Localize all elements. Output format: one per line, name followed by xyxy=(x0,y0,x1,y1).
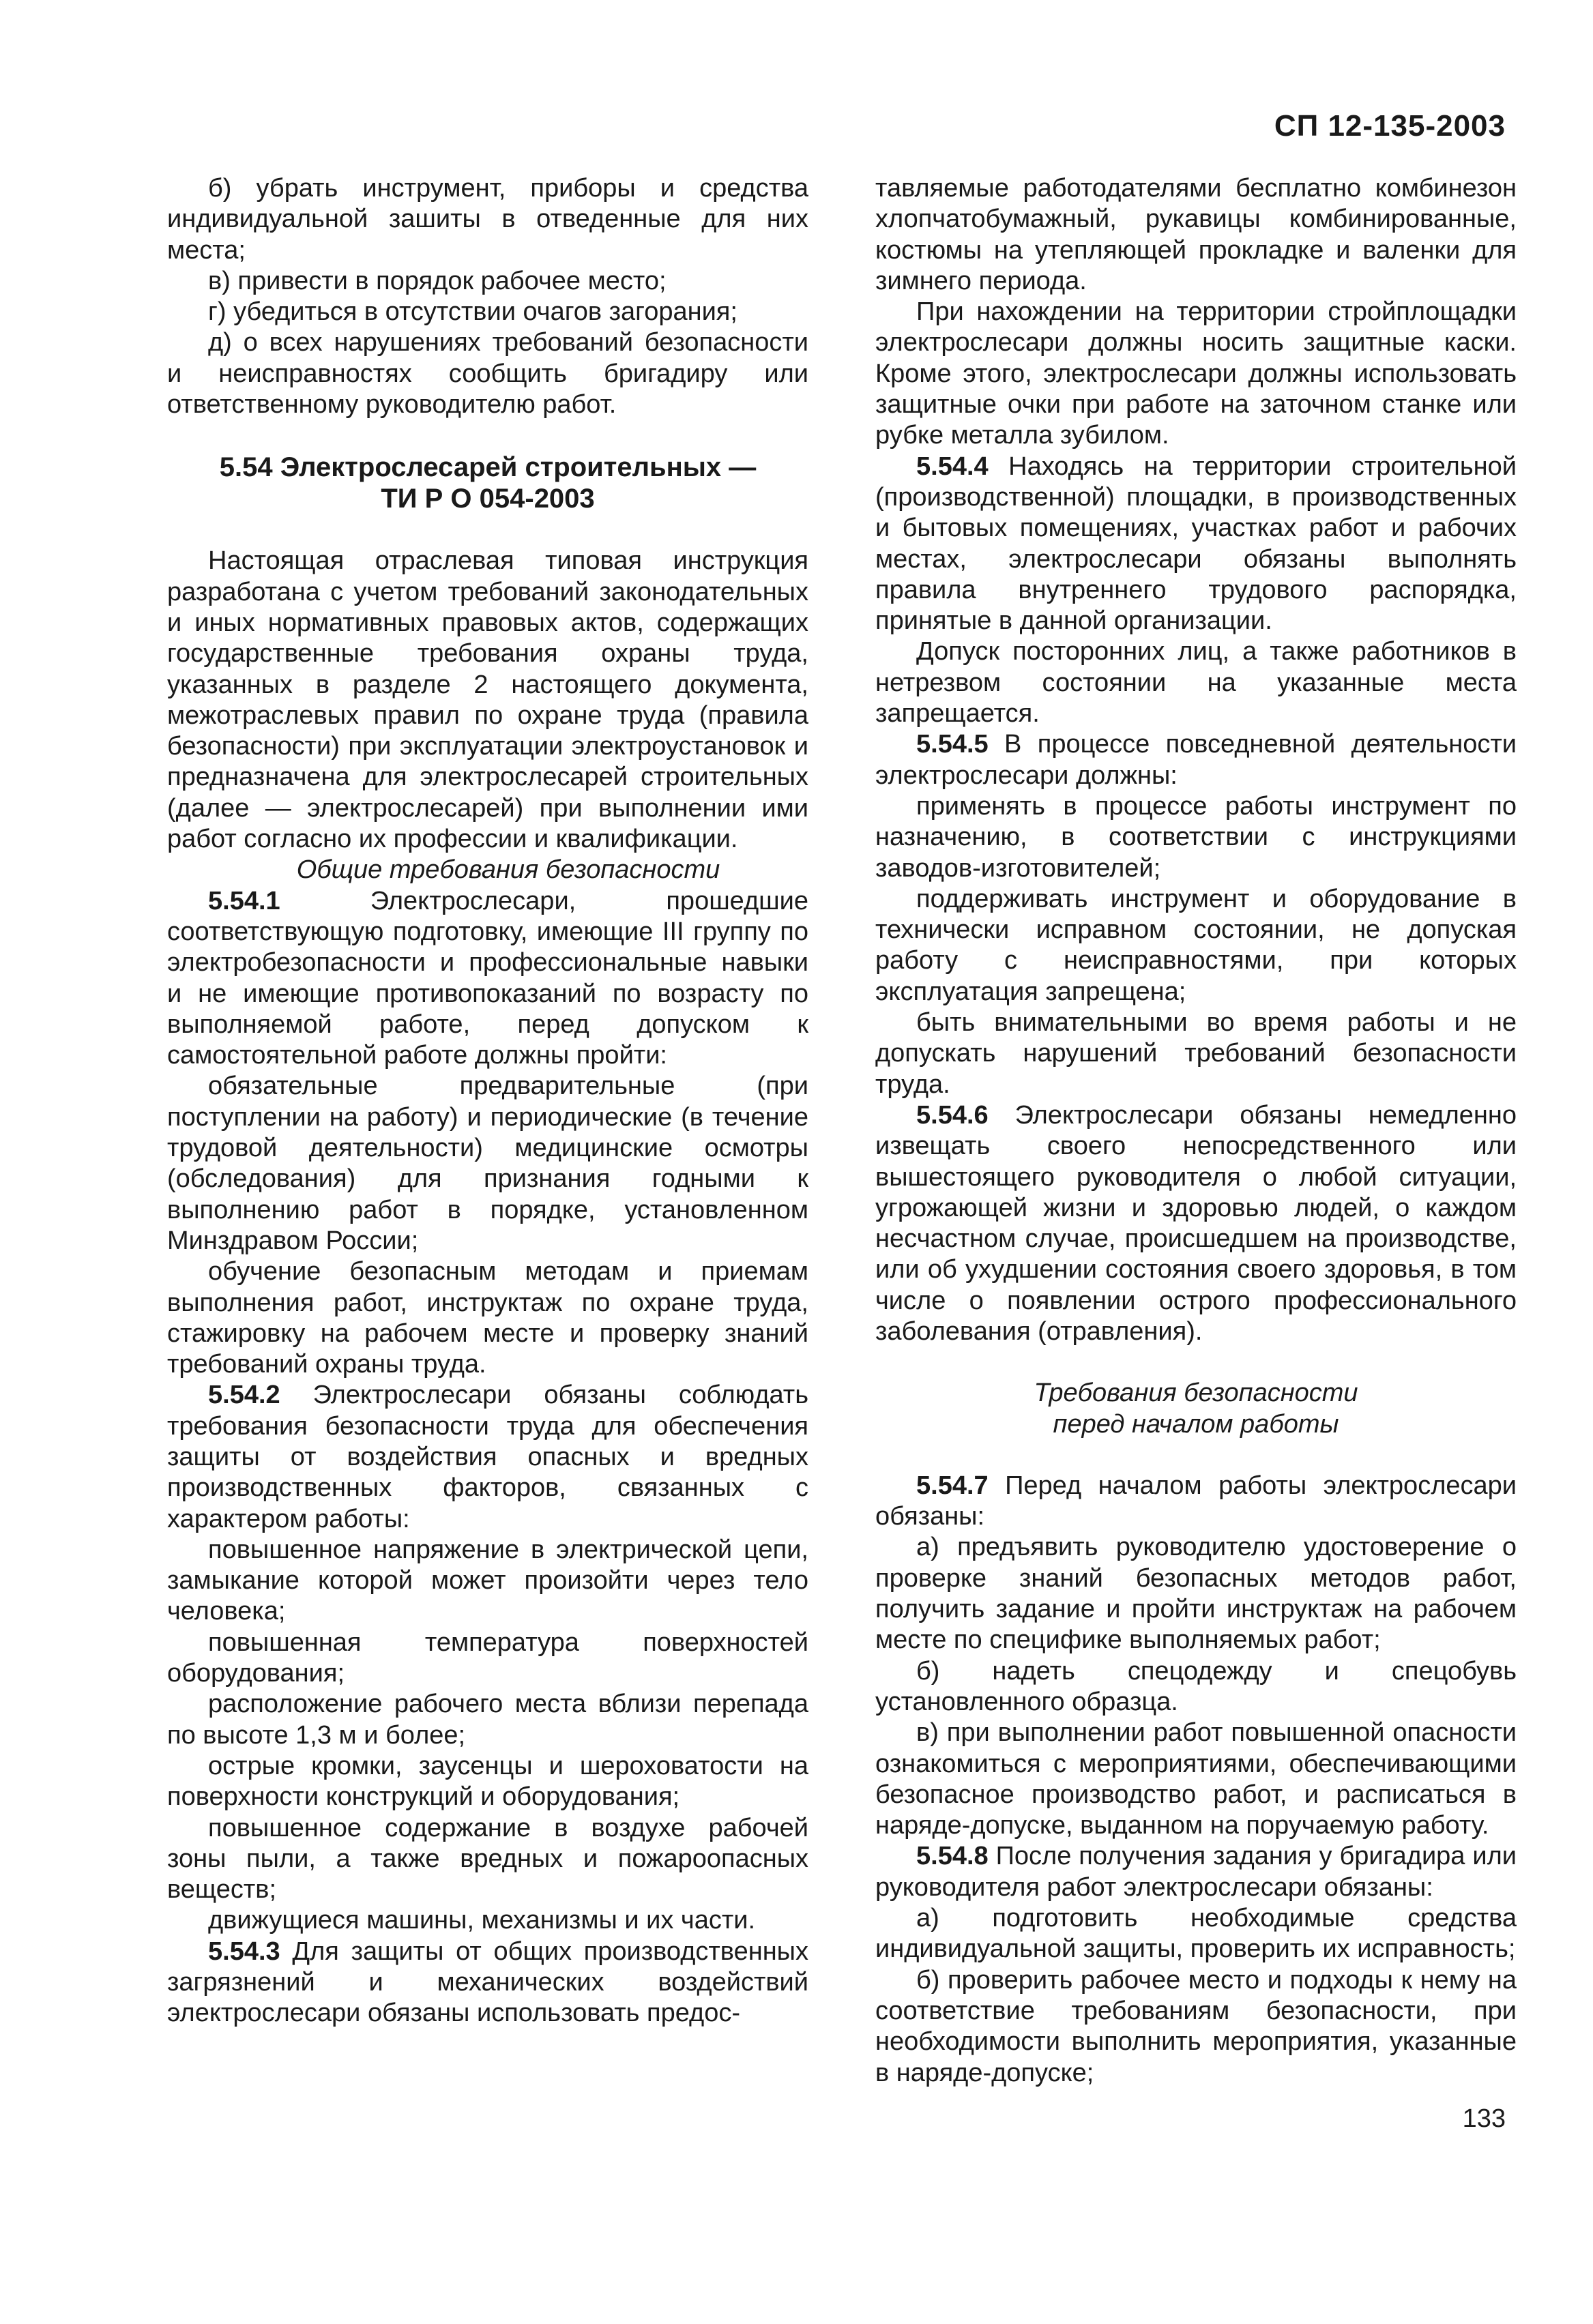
paragraph: в) привести в порядок рабочее место; xyxy=(208,266,667,295)
paragraph: поддерживать инструмент и оборудование в технически исправном состоянии, не допуская работу с неисправностями, при которых эксплуатация запрещена; xyxy=(875,884,1517,1006)
paragraph: повышенное содержание в воздухе рабочей зоны пыли, а также вредных и пожароопасных веществ; xyxy=(167,1813,808,1904)
clause-number: 5.54.3 xyxy=(208,1937,280,1966)
paragraph: острые кромки, заусенцы и шероховатости на поверхности конструкций и оборудования; xyxy=(167,1751,808,1812)
clause-number: 5.54.5 xyxy=(916,730,989,759)
section-title xyxy=(167,452,808,514)
paragraph: быть внимательными во время работы и не допускать нарушений требований безопасности труда. xyxy=(875,1008,1517,1099)
clause-text: Перед началом работы электрослесари обязаны: xyxy=(875,1471,1517,1531)
document-code: СП 12-135-2003 xyxy=(1274,109,1506,143)
paragraph: обязательные предварительные (при поступлении на работу) и периодические (в течение трудовой деятельности) медицинские осмотры (обследования) для признания годными к выполнению работ в порядке, установленном Минздравом России; xyxy=(167,1072,808,1255)
paragraph: расположение рабочего места вблизи перепада по высоте 1,3 м и более; xyxy=(167,1690,808,1750)
subsection-title-general: Общие требования безопасности xyxy=(296,855,720,885)
paragraph: При нахождении на территории стройплощадки электрослесари должны носить защитные каски. Кроме этого, электрослесари должны использовать защитные очки при работе на заточном станке или рубке металла зубилом. xyxy=(875,297,1517,450)
subsection-title-line-1: Требования безопасности xyxy=(1034,1379,1358,1408)
clause-number: 5.54.1 xyxy=(208,886,280,915)
clause-5-54-6 xyxy=(875,1100,1517,1347)
clause-5-54-7 xyxy=(875,1471,1517,1533)
paragraph: Допуск посторонних лиц, а также работников в нетрезвом состоянии на указанные места запрещается. xyxy=(875,637,1517,729)
clause-5-54-8 xyxy=(875,1841,1517,1903)
clause-text: Электрослесари обязаны соблюдать требования безопасности труда для обеспечения защиты от воздействия опасных и вредных производственных факторов, связанных с характером работы: xyxy=(167,1381,808,1533)
subsection-title-line-2: перед началом работы xyxy=(1053,1409,1339,1439)
paragraph: повышенная температура поверхностей оборудования; xyxy=(167,1628,808,1688)
clause-text: После получения задания у бригадира или руководителя работ электрослесари обязаны: xyxy=(875,1842,1517,1902)
clause-5-54-3 xyxy=(167,1937,808,2029)
subsection-title-before-work xyxy=(875,1378,1517,1440)
clause-text: В процессе повседневной деятельности электрослесари должны: xyxy=(875,730,1517,790)
paragraph: б) надеть спецодежду и спецобувь установленного образца. xyxy=(875,1656,1517,1716)
paragraph: а) предъявить руководителю удостоверение о проверке знаний безопасных методов работ, получить задание и пройти инструктаж на рабочем месте по специфике выполняемых работ; xyxy=(875,1533,1517,1655)
clause-number: 5.54.4 xyxy=(916,452,989,481)
paragraph: тавляемые работодателями бесплатно комбинезон хлопчатобумажный, рукавицы комбинированные, костюмы на утепляющей прокладке и валенки для зимнего периода. xyxy=(875,174,1517,295)
paragraph: в) при выполнении работ повышенной опасности ознакомиться с мероприятиями, обеспечивающими безопасное производство работ, и расписаться в наряде-допуске, выданном на поручаемую работу. xyxy=(875,1718,1517,1840)
paragraph: б) убрать инструмент, приборы и средства индивидуальной зашиты в отведенные для них места; xyxy=(167,174,808,265)
right-column xyxy=(875,173,1517,2089)
section-title-line-2: ТИ Р О 054-2003 xyxy=(381,484,595,514)
clause-text: Электрослесари, прошедшие соответствующую подготовку, имеющие III группу по электробезопасности и профессиональные навыки и не имеющие противопоказаний по возрасту по выполняемой работе, перед допуском к самостоятельной работе должны пройти: xyxy=(167,886,808,1070)
section-title-line-1: 5.54 Электрослесарей строительных — xyxy=(219,452,757,483)
clause-5-54-5 xyxy=(875,729,1517,791)
clause-number: 5.54.7 xyxy=(916,1471,989,1500)
clause-number: 5.54.8 xyxy=(916,1842,989,1871)
paragraph: повышенное напряжение в электрической цепи, замыкание которой может произойти через тело человека; xyxy=(167,1535,808,1626)
paragraph: а) подготовить необходимые средства индивидуальной защиты, проверить их исправность; xyxy=(875,1904,1517,1964)
page-number: 133 xyxy=(1462,2104,1506,2133)
paragraph: движущиеся машины, механизмы и их части. xyxy=(208,1906,756,1935)
left-column xyxy=(167,173,808,2029)
clause-text: Электрослесари обязаны немедленно извещать своего непосредственного или вышестоящего руководителя о любой ситуации, угрожающей жизни и здоровью людей, о каждом несчастном случае, происшедшем на производстве, или об ухудшении состояния своего здоровья, в том числе о появлении острого профессионального заболевания (отравления). xyxy=(875,1100,1517,1346)
clause-5-54-2 xyxy=(167,1380,808,1534)
clause-text: Для защиты от общих производственных загрязнений и механических воздействий электрослесари обязаны использовать предос- xyxy=(167,1937,808,2028)
paragraph: применять в процессе работы инструмент по назначению, в соответствии с инструкциями заводов-изготовителей; xyxy=(875,791,1517,883)
paragraph: обучение безопасным методам и приемам выполнения работ, инструктаж по охране труда, стажировку на рабочем месте и проверку знаний требований охраны труда. xyxy=(167,1257,808,1379)
clause-text: Находясь на территории строительной (производственной) площадки, в производственных и бытовых помещениях, участках работ и рабочих местах, электрослесари обязаны выполнять правила внутреннего трудового распорядка, принятые в данной организации. xyxy=(875,452,1517,636)
clause-5-54-1 xyxy=(167,886,808,1072)
intro-paragraph: Настоящая отраслевая типовая инструкция разработана с учетом требований законодательных и иных нормативных правовых актов, содержащих государственные требования охраны труда, указанных в разделе 2 настоящего документа, межотраслевых правил по охране труда (правила безопасности) при эксплуатации электроустановок и предназначена для электрослесарей строительных (далее — электрослесарей) при выполнении ими работ согласно их профессии и квалификации. xyxy=(167,546,808,854)
paragraph: б) проверить рабочее место и подходы к нему на соответствие требованиям безопасности, при необходимости выполнить мероприятия, указанные в наряде-допуске; xyxy=(875,1965,1517,2087)
clause-number: 5.54.2 xyxy=(208,1381,280,1410)
clause-5-54-4 xyxy=(875,452,1517,637)
clause-number: 5.54.6 xyxy=(916,1100,989,1130)
paragraph: г) убедиться в отсутствии очагов загорания; xyxy=(208,297,737,327)
paragraph: д) о всех нарушениях требований безопасности и неисправностях сообщить бригадиру или ответственному руководителю работ. xyxy=(167,328,808,420)
